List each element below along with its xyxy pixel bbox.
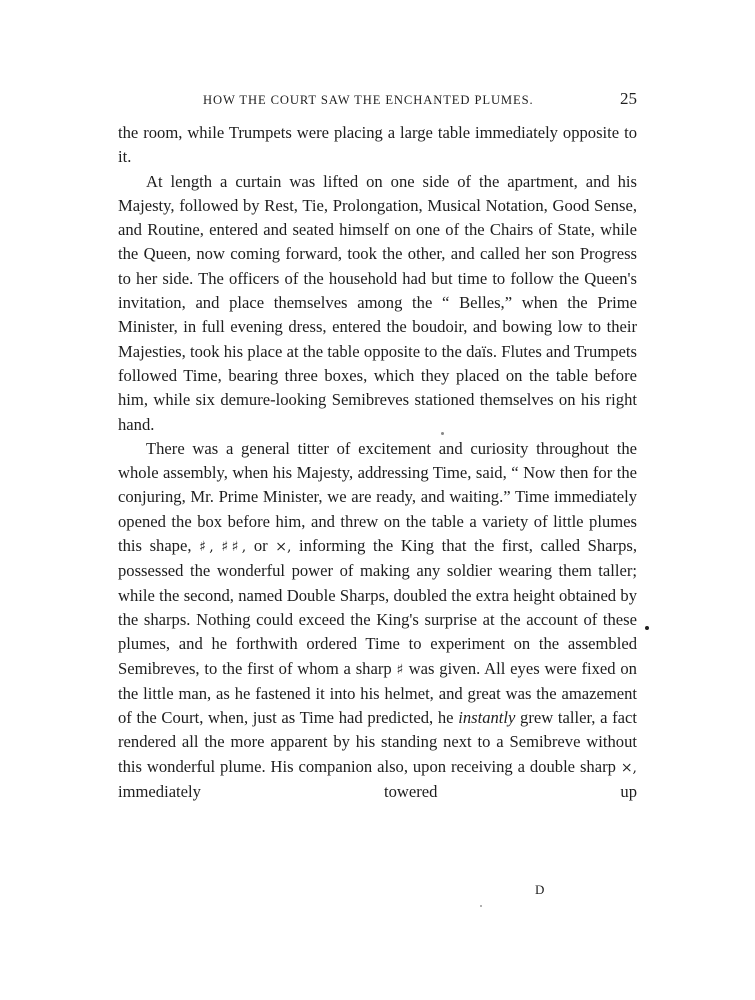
paper-speck-2 [480,905,482,907]
italic-word: instantly [458,708,516,728]
paper-speck [441,432,444,435]
page-number: 25 [620,89,637,108]
paragraph-3 [118,437,637,804]
paragraph-2: At length a curtain was lifted on one side of the apartment, and his Majesty, followed by Rest, Tie, Prolongation, Musical Notation, Good Sense, and Routine, entered and seated himself on one of the Chairs of State, while the Queen, now coming forward, took the other, and called her son Progress to her side. The officers of the household had but time to follow the Queen's invitation, and place themselves among the “ Belles,” when the Prime Minister, in full evening dress, entered the boudoir, and bowing low to their Majesties, took his place at the table opposite to the daïs. Flutes and Trumpets followed Time, bearing three boxes, which they placed on the table before him, while six demure-looking Semibreves stationed themselves on his right hand. [118,171,637,434]
paragraph-3-text-6: immediately towered up [118,782,637,802]
sharp-symbol: ♯, [199,539,214,556]
sharp-symbol-inline: ♯ [396,661,404,678]
body-text [118,121,637,804]
margin-speck [645,626,649,630]
running-title: HOW THE COURT SAW THE ENCHANTED PLUMES. [203,93,534,107]
paragraph-3-text-3: informing the King that the first, called Sharps, possessed the wonderful power of making any soldier wearing them taller; while the second, named Double Sharps, doubled the extra height obtained by the sharps. Nothing could exceed the King's surprise at the account of these plumes, and he forthwith ordered Time to experiment on the assembled Semibreves, to the first of whom a sharp [118,536,637,678]
paragraph-3-text-5: grew taller, a fact rendered all the more apparent by his standing next to a Semibreve without this wonderful plume. His companion also, upon receiving a double sharp [118,708,638,776]
double-sharp-cross-symbol: ×, [275,539,292,556]
paragraph-3-text-1: There was a general titter of excitement and curiosity throughout the whole assembly, when his Majesty, addressing Time, said, “ Now then for the conjuring, Mr. Prime Minister, we are ready, and waiting.” Time immediately opened the box before him, and threw on the table a variety of little plumes this shape, [118,438,637,556]
double-sharp-symbol: ♯♯, [221,539,247,556]
paragraph-1: the room, while Trumpets were placing a large table immediately opposite to it. [118,123,637,167]
signature-mark: D [535,882,546,897]
double-sharp-cross-symbol-2: ×, [620,759,637,776]
running-head [117,91,637,113]
paragraph-3-text-4: was given. All eyes were fixed on the little man, as he fastened it into his helmet, and great was the amazement of the Court, when, just as Time had predicted, he [118,658,637,728]
paragraph-3-text-2: or [253,536,268,556]
